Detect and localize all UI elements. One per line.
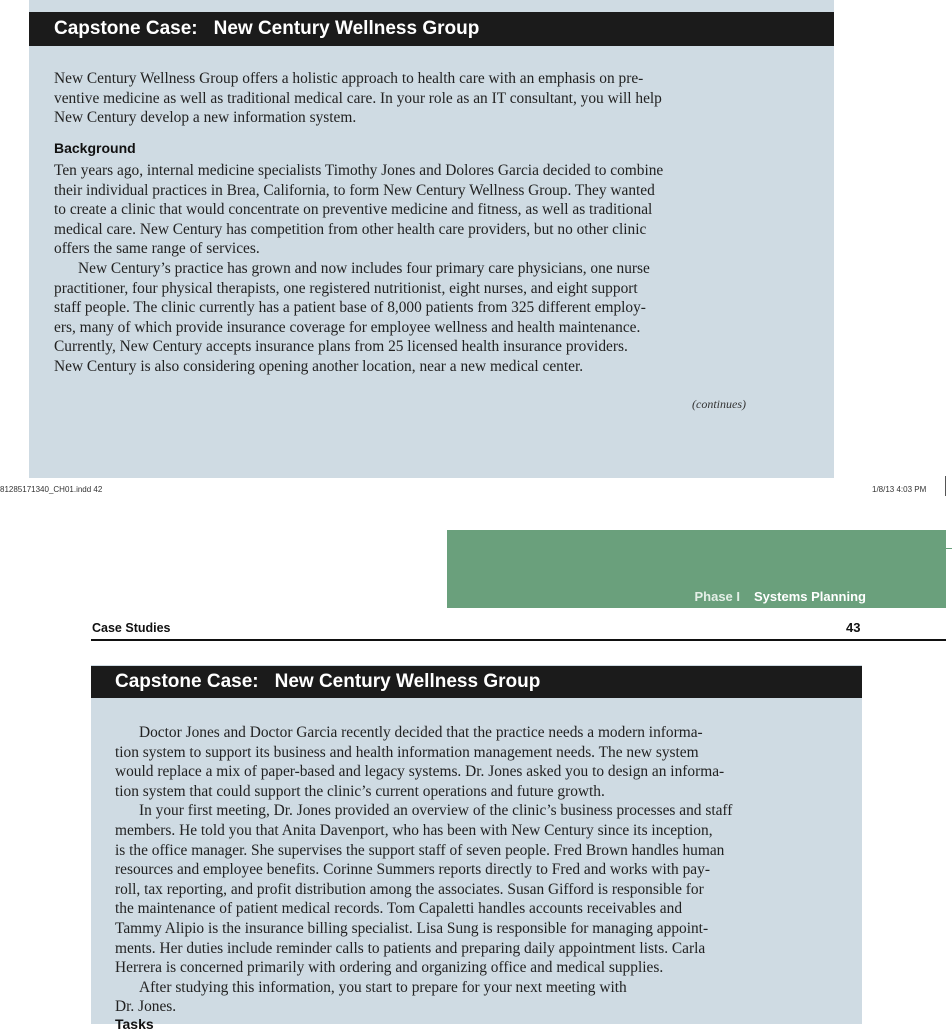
text-line: members. He told you that Anita Davenport, who has been with New Century since its inception, bbox=[115, 821, 713, 839]
text-line: Tammy Alipio is the insurance billing specialist. Lisa Sung is responsible for managing appoint- bbox=[115, 919, 709, 937]
text-line: tion system to support its business and health information management needs. The new system bbox=[115, 743, 699, 761]
phase-label bbox=[694, 589, 866, 604]
text-line: practitioner, four physical therapists, one registered nutritionist, eight nurses, and eight support bbox=[54, 279, 638, 297]
tasks-heading: Tasks bbox=[115, 1016, 154, 1032]
text-line: resources and employee benefits. Corinne Summers reports directly to Fred and works with pay- bbox=[115, 861, 710, 879]
crop-mark bbox=[945, 476, 946, 496]
page-number: 43 bbox=[846, 620, 861, 635]
text-line: New Century’s practice has grown and now includes four primary care physicians, one nurse bbox=[78, 259, 650, 277]
text-line: would replace a mix of paper-based and legacy systems. Dr. Jones asked you to design an informa- bbox=[115, 763, 725, 781]
background-paragraphs bbox=[54, 161, 774, 377]
phase-number: Phase I bbox=[694, 589, 741, 604]
phase-band bbox=[447, 530, 946, 608]
case-header-prefix: Capstone Case: bbox=[54, 18, 198, 39]
text-line: offers the same range of services. bbox=[54, 240, 260, 258]
slug-file-name: 81285171340_CH01.indd 42 bbox=[0, 485, 103, 494]
bottom-case-header bbox=[91, 666, 862, 698]
text-line: the maintenance of patient medical records. Tom Capaletti handles accounts receivables and bbox=[115, 900, 683, 918]
text-line: Herrera is concerned primarily with ordering and organizing office and medical supplies. bbox=[115, 959, 664, 977]
case-header-prefix: Capstone Case: bbox=[115, 671, 259, 692]
text-line: medical care. New Century has competition from other health care providers, but no other clinic bbox=[54, 220, 647, 238]
text-line: Doctor Jones and Doctor Garcia recently decided that the practice needs a modern informa- bbox=[139, 724, 703, 741]
text-line: Dr. Jones. bbox=[115, 998, 177, 1016]
text-line: roll, tax reporting, and profit distribution among the associates. Susan Gifford is responsible for bbox=[115, 880, 704, 898]
band-tick bbox=[946, 548, 952, 549]
slug-date-time: 1/8/13 4:03 PM bbox=[872, 485, 927, 494]
text-line: New Century Wellness Group offers a holistic approach to health care with an emphasis on pre- bbox=[54, 70, 644, 87]
intro-paragraph bbox=[54, 69, 774, 128]
text-line: ments. Her duties include reminder calls to patients and preparing daily appointment lists. Carla bbox=[115, 939, 706, 957]
text-line: ers, many of which provide insurance coverage for employee wellness and health maintenance. bbox=[54, 318, 641, 336]
header-rule bbox=[91, 639, 946, 641]
running-head: Case Studies bbox=[92, 621, 171, 635]
text-line: Currently, New Century accepts insurance plans from 25 licensed health insurance providers. bbox=[54, 338, 628, 356]
text-line: is the office manager. She supervises the support staff of seven people. Fred Brown handles human bbox=[115, 841, 725, 859]
text-line: to create a clinic that would concentrate on preventive medicine and fitness, as well as traditional bbox=[54, 201, 653, 219]
text-line: New Century is also considering opening another location, near a new medical center. bbox=[54, 357, 584, 375]
text-line: Ten years ago, internal medicine specialists Timothy Jones and Dolores Garcia decided to combine bbox=[54, 162, 664, 179]
bottom-paragraphs bbox=[115, 723, 805, 1017]
top-case-header bbox=[29, 12, 834, 46]
text-line: ventive medicine as well as traditional medical care. In your role as an IT consultant, you will help bbox=[54, 89, 662, 107]
text-line: staff people. The clinic currently has a patient base of 8,000 patients from 325 different employ- bbox=[54, 299, 646, 317]
text-line: After studying this information, you start to prepare for your next meeting with bbox=[139, 978, 627, 996]
text-line: In your first meeting, Dr. Jones provided an overview of the clinic’s business processes and staff bbox=[139, 802, 733, 820]
background-heading: Background bbox=[54, 140, 136, 156]
case-header-title: New Century Wellness Group bbox=[213, 18, 480, 39]
case-header-title: New Century Wellness Group bbox=[274, 671, 541, 692]
continues-note: (continues) bbox=[692, 397, 746, 411]
text-line: tion system that could support the clinic’s current operations and future growth. bbox=[115, 782, 605, 800]
text-line: their individual practices in Brea, California, to form New Century Wellness Group. They wanted bbox=[54, 181, 655, 199]
phase-title: Systems Planning bbox=[754, 589, 866, 604]
text-line: New Century develop a new information system. bbox=[54, 109, 357, 127]
